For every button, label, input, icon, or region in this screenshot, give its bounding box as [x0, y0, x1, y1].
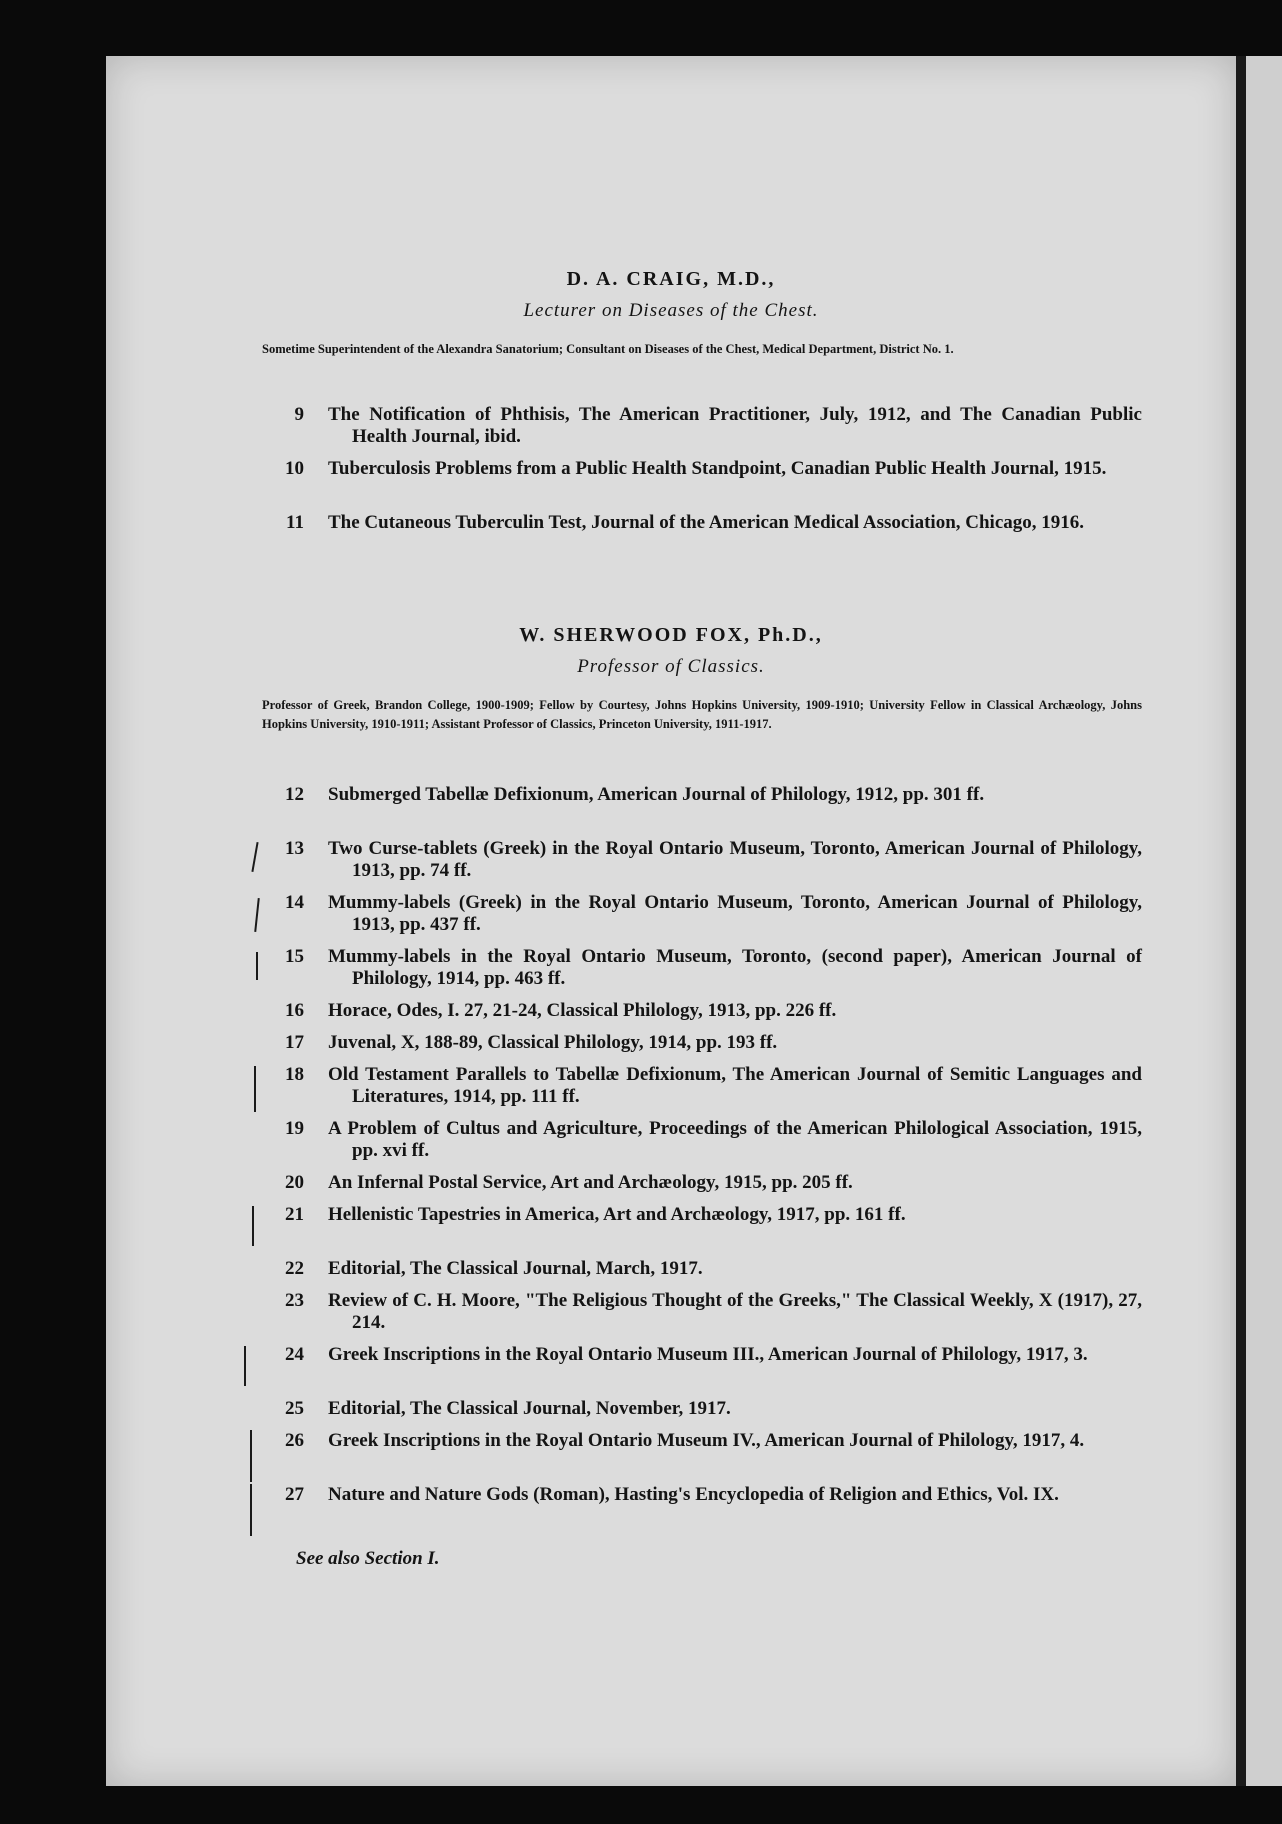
- publication-text: Horace, Odes, I. 27, 21-24, Classical Philology, 1913, pp. 226 ff.: [328, 1000, 837, 1021]
- publication-number: 27: [285, 1484, 304, 1505]
- publication-text: Old Testament Parallels to Tabellæ Defixionum, The American Journal of Semitic Languages and Literatures, 1914, pp. 111 ff.: [328, 1064, 1142, 1107]
- publication-text: Submerged Tabellæ Defixionum, American Journal of Philology, 1912, pp. 301 ff.: [328, 784, 985, 805]
- publication-item: [262, 1344, 1142, 1398]
- publication-item: [262, 1204, 1142, 1258]
- document-page: [106, 56, 1236, 1786]
- margin-mark: [251, 842, 258, 872]
- publication-text: Editorial, The Classical Journal, November, 1917.: [328, 1398, 731, 1419]
- publication-item: [262, 946, 1142, 1000]
- publication-text: The Cutaneous Tuberculin Test, Journal of the American Medical Association, Chicago, 1916.: [328, 512, 1085, 533]
- publication-text: Greek Inscriptions in the Royal Ontario Museum IV., American Journal of Philology, 1917, 4.: [328, 1430, 1085, 1451]
- publication-text: Editorial, The Classical Journal, March, 1917.: [328, 1258, 703, 1279]
- publication-number: 18: [285, 1064, 304, 1085]
- publication-item: [262, 1064, 1142, 1118]
- publication-text: Hellenistic Tapestries in America, Art and Archæology, 1917, pp. 161 ff.: [328, 1204, 906, 1225]
- publication-number: 17: [285, 1032, 304, 1053]
- publication-item: [262, 784, 1142, 838]
- publication-item: [262, 1290, 1142, 1344]
- section1-title: Lecturer on Diseases of the Chest.: [523, 300, 819, 321]
- publication-text: A Problem of Cultus and Agriculture, Proceedings of the American Philological Association, 1915, pp. xvi ff.: [328, 1118, 1142, 1161]
- publication-item: [262, 458, 1142, 512]
- publication-item: [262, 404, 1142, 458]
- publication-text: The Notification of Phthisis, The American Practitioner, July, 1912, and The Canadian Public Health Journal, ibid.: [328, 404, 1142, 447]
- margin-mark: [244, 1346, 246, 1386]
- publication-number: 22: [285, 1258, 304, 1279]
- publication-item: [262, 1118, 1142, 1172]
- publication-number: 19: [285, 1118, 304, 1139]
- publication-number: 25: [285, 1398, 304, 1419]
- publication-number: 14: [285, 892, 304, 913]
- publication-number: 20: [285, 1172, 304, 1193]
- publication-item: [262, 892, 1142, 946]
- publication-text: Mummy-labels (Greek) in the Royal Ontario Museum, Toronto, American Journal of Philology, 1913, pp. 437 ff.: [328, 892, 1142, 935]
- publication-number: 24: [285, 1344, 304, 1365]
- margin-mark: [254, 1066, 256, 1112]
- margin-mark: [250, 1484, 252, 1536]
- publication-text: Review of C. H. Moore, "The Religious Thought of the Greeks," The Classical Weekly, X (1917), 27, 214.: [328, 1290, 1142, 1333]
- publication-text: Nature and Nature Gods (Roman), Hasting's Encyclopedia of Religion and Ethics, Vol. IX.: [328, 1484, 1059, 1505]
- publication-item: [262, 1258, 1142, 1286]
- publication-number: 15: [285, 946, 304, 967]
- publication-number: 9: [294, 404, 304, 425]
- margin-mark: [250, 1430, 252, 1482]
- section2-bio: Professor of Greek, Brandon College, 1900-1909; Fellow by Courtesy, Johns Hopkins University, 1909-1910; University Fellow in Classical Archæology, Johns Hopkins University, 1910-1911; Assistant Professor of Classics, Princeton University, 1911-1917.: [262, 698, 1142, 731]
- publication-number: 11: [286, 512, 304, 533]
- next-page-edge: [1246, 56, 1282, 1786]
- publication-item: [262, 1398, 1142, 1426]
- publication-text: Greek Inscriptions in the Royal Ontario Museum III., American Journal of Philology, 1917, 3.: [328, 1344, 1088, 1365]
- section1-name: D. A. CRAIG, M.D.,: [566, 268, 776, 290]
- publication-text: Mummy-labels in the Royal Ontario Museum, Toronto, (second paper), American Journal of Philology, 1914, pp. 463 ff.: [328, 946, 1142, 989]
- margin-mark: [254, 898, 260, 932]
- publication-text: An Infernal Postal Service, Art and Archæology, 1915, pp. 205 ff.: [328, 1172, 853, 1193]
- publication-text: Juvenal, X, 188-89, Classical Philology, 1914, pp. 193 ff.: [328, 1032, 778, 1053]
- page-content: [106, 56, 1236, 1786]
- publication-item: [262, 1032, 1142, 1060]
- publication-item: [262, 838, 1142, 892]
- margin-mark: [252, 1206, 254, 1246]
- section2-title: Professor of Classics.: [577, 656, 765, 677]
- page-edge-shadow: [1236, 56, 1246, 1786]
- publication-number: 12: [285, 784, 304, 805]
- publication-number: 21: [285, 1204, 304, 1225]
- publication-text: Two Curse-tablets (Greek) in the Royal Ontario Museum, Toronto, American Journal of Philology, 1913, pp. 74 ff.: [328, 838, 1142, 881]
- publication-number: 10: [285, 458, 304, 479]
- section2-name: W. SHERWOOD FOX, Ph.D.,: [519, 624, 823, 646]
- section1-bio: Sometime Superintendent of the Alexandra Sanatorium; Consultant on Diseases of the Chest, Medical Department, District No. 1.: [262, 342, 954, 356]
- see-also-note: See also Section I.: [296, 1548, 440, 1569]
- publication-number: 26: [285, 1430, 304, 1451]
- publication-number: 13: [285, 838, 304, 859]
- publication-number: 23: [285, 1290, 304, 1311]
- margin-mark: [256, 952, 258, 980]
- publication-item: [262, 1000, 1142, 1028]
- publication-item: [262, 512, 1142, 566]
- publication-text: Tuberculosis Problems from a Public Health Standpoint, Canadian Public Health Journal, 1915.: [328, 458, 1107, 479]
- publication-number: 16: [285, 1000, 304, 1021]
- publication-item: [262, 1430, 1142, 1484]
- publication-item: [262, 1172, 1142, 1200]
- publication-item: [262, 1484, 1142, 1538]
